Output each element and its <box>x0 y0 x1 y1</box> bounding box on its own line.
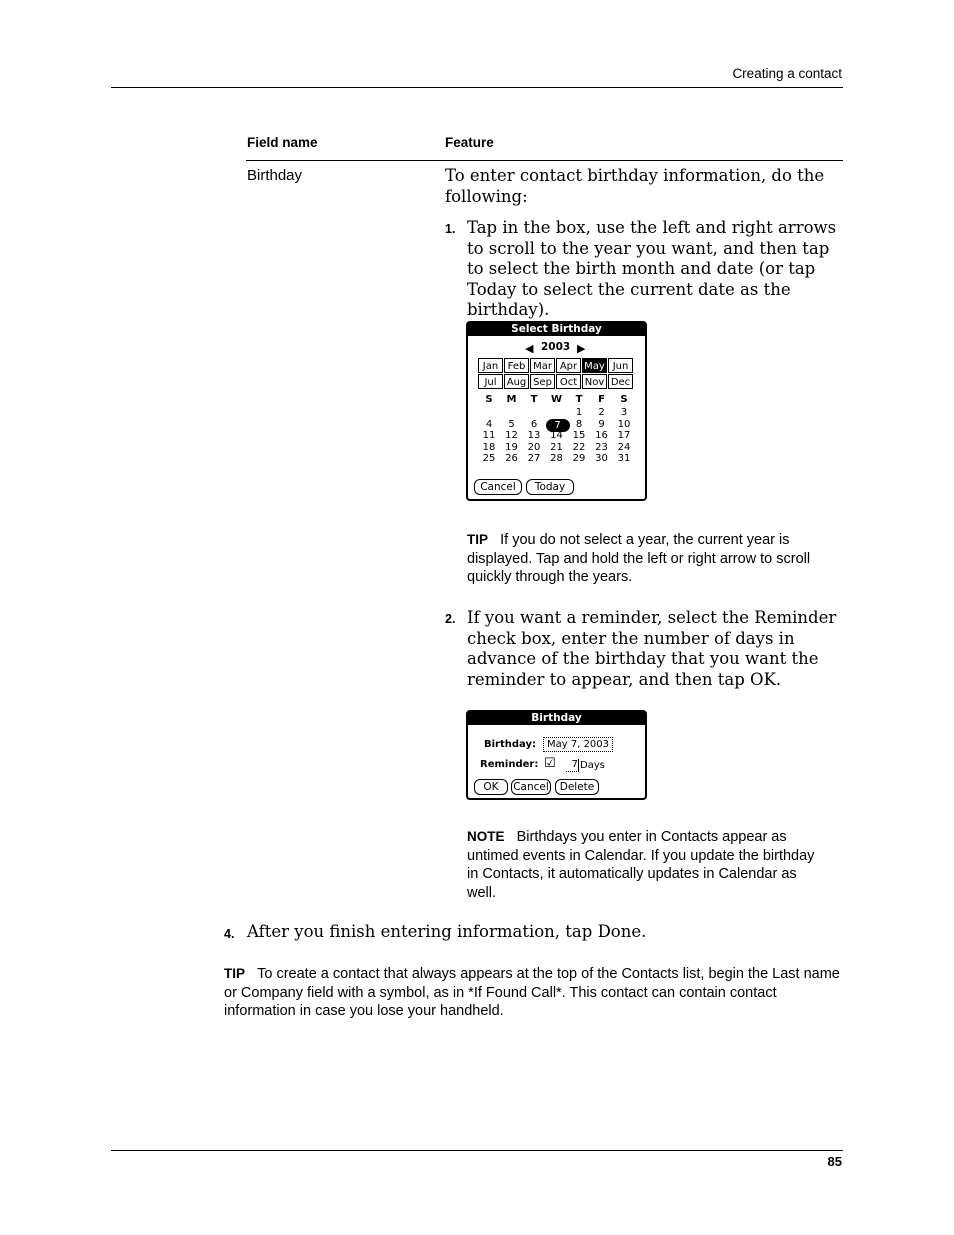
ok-button[interactable]: OK <box>474 779 508 795</box>
weekday-label: M <box>506 394 517 405</box>
reminder-checkbox[interactable]: ☑ <box>544 756 556 771</box>
month-oct[interactable]: Oct <box>556 374 581 389</box>
day-9[interactable]: 9 <box>598 418 605 430</box>
birthday-label: Birthday: <box>484 739 536 750</box>
day-1[interactable]: 1 <box>575 407 583 418</box>
day-17[interactable]: 17 <box>617 430 631 441</box>
year-selector <box>525 341 587 355</box>
day-5[interactable]: 5 <box>508 418 515 430</box>
month-aug[interactable]: Aug <box>504 374 529 389</box>
year-label: 2003 <box>541 341 571 353</box>
day-grid <box>478 407 634 467</box>
month-mar[interactable]: Mar <box>530 358 555 373</box>
month-jun[interactable]: Jun <box>608 358 633 373</box>
day-7[interactable]: 7 <box>546 419 570 432</box>
month-jul[interactable]: Jul <box>478 374 503 389</box>
header-rule <box>111 87 843 88</box>
day-10[interactable]: 10 <box>617 418 631 430</box>
cancel-button[interactable]: Cancel <box>474 479 522 495</box>
day-18[interactable]: 18 <box>482 441 496 453</box>
day-22[interactable]: 22 <box>572 441 586 453</box>
day-25[interactable]: 25 <box>482 453 496 464</box>
weekday-label: S <box>620 394 628 405</box>
day-6[interactable]: 6 <box>530 418 538 430</box>
day-29[interactable]: 29 <box>572 453 586 464</box>
step-2-number: 2. <box>445 612 456 626</box>
day-12[interactable]: 12 <box>505 430 518 441</box>
tip-2-text: To create a contact that always appears at the top of the Contacts list, begin the Last name or Company field with a symbol, as in *If Found Call*. This contact can contain contact information in case you lose your handheld. <box>224 966 840 1019</box>
day-16[interactable]: 16 <box>595 430 608 441</box>
note-label: NOTE <box>467 829 505 844</box>
birthday-dialog <box>466 710 647 800</box>
running-head: Creating a contact <box>732 66 842 81</box>
month-sep[interactable]: Sep <box>530 374 555 389</box>
weekday-label: S <box>485 394 493 405</box>
column-header-feature: Feature <box>445 135 494 150</box>
step-4-text: After you finish entering information, tap Done. <box>247 922 647 941</box>
tip-2-label: TIP <box>224 966 246 981</box>
select-birthday-screen <box>466 321 647 501</box>
select-birthday-title: Select Birthday <box>468 323 645 336</box>
tip-1-label: TIP <box>467 532 489 547</box>
column-header-field-name: Field name <box>247 135 318 150</box>
note <box>467 828 817 902</box>
year-right-arrow-icon[interactable]: ▶ <box>577 342 586 355</box>
month-may[interactable]: May <box>582 358 607 373</box>
day-31[interactable]: 31 <box>617 453 631 464</box>
weekday-label: T <box>575 394 583 405</box>
footer-rule <box>111 1150 843 1151</box>
field-name-birthday: Birthday <box>247 167 303 184</box>
step-2-text: If you want a reminder, select the Reminder check box, enter the number of days in advance of the birthday that you want the reminder to appear, and then tap OK. <box>467 608 837 689</box>
tip-1-text: If you do not select a year, the current year is displayed. Tap and hold the left or right arrow to scroll quickly through the years. <box>467 532 811 585</box>
day-23[interactable]: 23 <box>595 441 608 453</box>
day-14[interactable]: 14 <box>550 430 563 441</box>
day-3[interactable]: 3 <box>620 407 628 418</box>
page-number: 85 <box>827 1154 842 1169</box>
day-13[interactable]: 13 <box>527 430 541 441</box>
table-header-rule <box>246 160 843 161</box>
note-text: Birthdays you enter in Contacts appear as untimed events in Calendar. If you update the birthday in Contacts, it automatically updates in Calendar as well. <box>467 829 815 901</box>
day-24[interactable]: 24 <box>617 441 631 453</box>
day-8[interactable]: 8 <box>575 418 583 430</box>
day-26[interactable]: 26 <box>505 453 518 464</box>
day-19[interactable]: 19 <box>505 441 518 453</box>
weekday-label: T <box>530 394 538 405</box>
month-dec[interactable]: Dec <box>608 374 633 389</box>
day-11[interactable]: 11 <box>482 430 496 441</box>
month-jan[interactable]: Jan <box>478 358 503 373</box>
delete-button[interactable]: Delete <box>555 779 599 795</box>
day-30[interactable]: 30 <box>595 453 608 464</box>
intro-paragraph: To enter contact birthday information, do the following: <box>445 166 825 206</box>
month-apr[interactable]: Apr <box>556 358 581 373</box>
month-feb[interactable]: Feb <box>504 358 529 373</box>
day-2[interactable]: 2 <box>598 407 605 418</box>
step-1-text: Tap in the box, use the left and right arrows to scroll to the year you want, and then tap to select the birth month and date (or tap Today to select the current date as the birthday). <box>467 218 837 319</box>
tip-2 <box>224 965 842 1021</box>
day-28[interactable]: 28 <box>550 453 563 464</box>
days-label: Days <box>580 760 605 771</box>
reminder-days-input[interactable]: 7 <box>566 759 579 772</box>
reminder-label: Reminder: <box>480 759 539 770</box>
year-left-arrow-icon[interactable]: ◀ <box>525 342 534 355</box>
step-4-number: 4. <box>224 927 235 941</box>
day-4[interactable]: 4 <box>485 418 493 430</box>
birthday-dialog-title: Birthday <box>468 712 645 725</box>
weekday-header <box>478 394 634 406</box>
today-button[interactable]: Today <box>526 479 574 495</box>
dialog-cancel-button[interactable]: Cancel <box>511 779 551 795</box>
step-1-number: 1. <box>445 222 456 236</box>
month-grid <box>478 358 634 390</box>
day-21[interactable]: 21 <box>550 441 563 453</box>
month-nov[interactable]: Nov <box>582 374 607 389</box>
tip-1 <box>467 531 817 587</box>
birthday-date-field[interactable]: May 7, 2003 <box>543 737 613 752</box>
day-20[interactable]: 20 <box>527 441 541 453</box>
weekday-label: W <box>550 394 563 405</box>
weekday-label: F <box>598 394 605 405</box>
day-27[interactable]: 27 <box>527 453 541 464</box>
day-15[interactable]: 15 <box>572 430 586 441</box>
